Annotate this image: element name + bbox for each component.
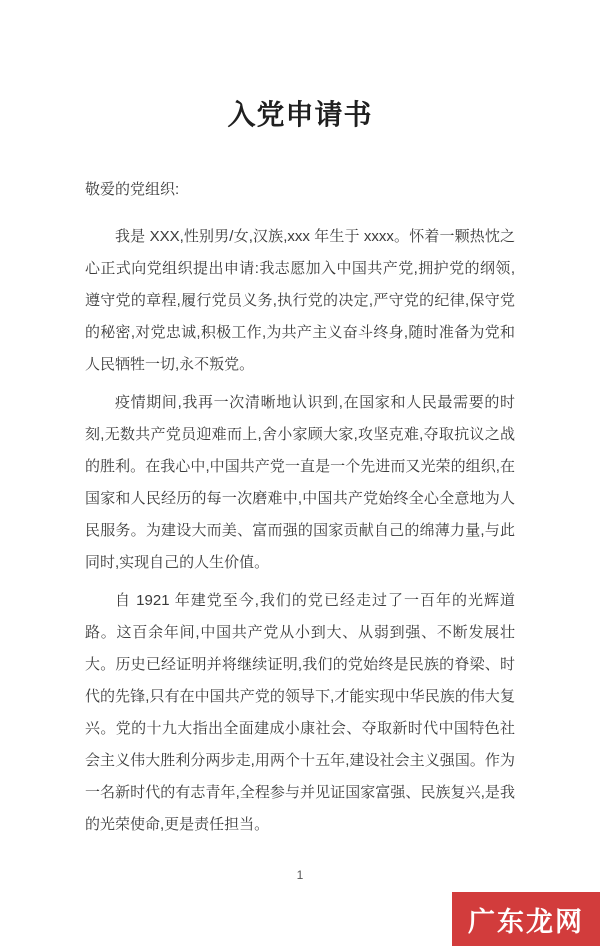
watermark-badge: 广东龙网 (452, 892, 600, 946)
page-number: 1 (296, 868, 304, 882)
salutation: 敬爱的党组织: (85, 181, 180, 198)
paragraph-1: 我是 XXX,性别男/女,汉族,xxx 年生于 xxxx。怀着一颗热忱之心正式向党组织提出申请:我志愿加入中国共产党,拥护党的纲领,遵守党的章程,履行党员义务,执行党的决定,严守党的纪律,保守党的秘密,对党忠诚,积极工作,为共产主义奋斗终身,随时准备为党和人民牺牲一切,永不叛党。 (85, 228, 515, 373)
document-title: 入党申请书 (227, 99, 373, 130)
document-page (0, 98, 600, 946)
document-body (0, 174, 600, 841)
paragraph-2: 疫情期间,我再一次清晰地认识到,在国家和人民最需要的时刻,无数共产党员迎难而上,舍小家顾大家,攻坚克难,夺取抗议之战的胜利。在我心中,中国共产党一直是一个先进而又光荣的组织,在国家和人民经历的每一次磨难中,中国共产党始终全心全意地为人民服务。为建设大而美、富而强的国家贡献自己的绵薄力量,与此同时,实现自己的人生价值。 (85, 394, 515, 571)
paragraph-3: 自 1921 年建党至今,我们的党已经走过了一百年的光辉道路。这百余年间,中国共产党从小到大、从弱到强、不断发展壮大。历史已经证明并将继续证明,我们的党始终是民族的脊梁、时代的先锋,只有在中国共产党的领导下,才能实现中华民族的伟大复兴。党的十九大指出全面建成小康社会、夺取新时代中国特色社会主义伟大胜利分两步走,用两个十五年,建设社会主义强国。作为一名新时代的有志青年,全程参与并见证国家富强、民族复兴,是我的光荣使命,更是责任担当。 (85, 592, 515, 833)
